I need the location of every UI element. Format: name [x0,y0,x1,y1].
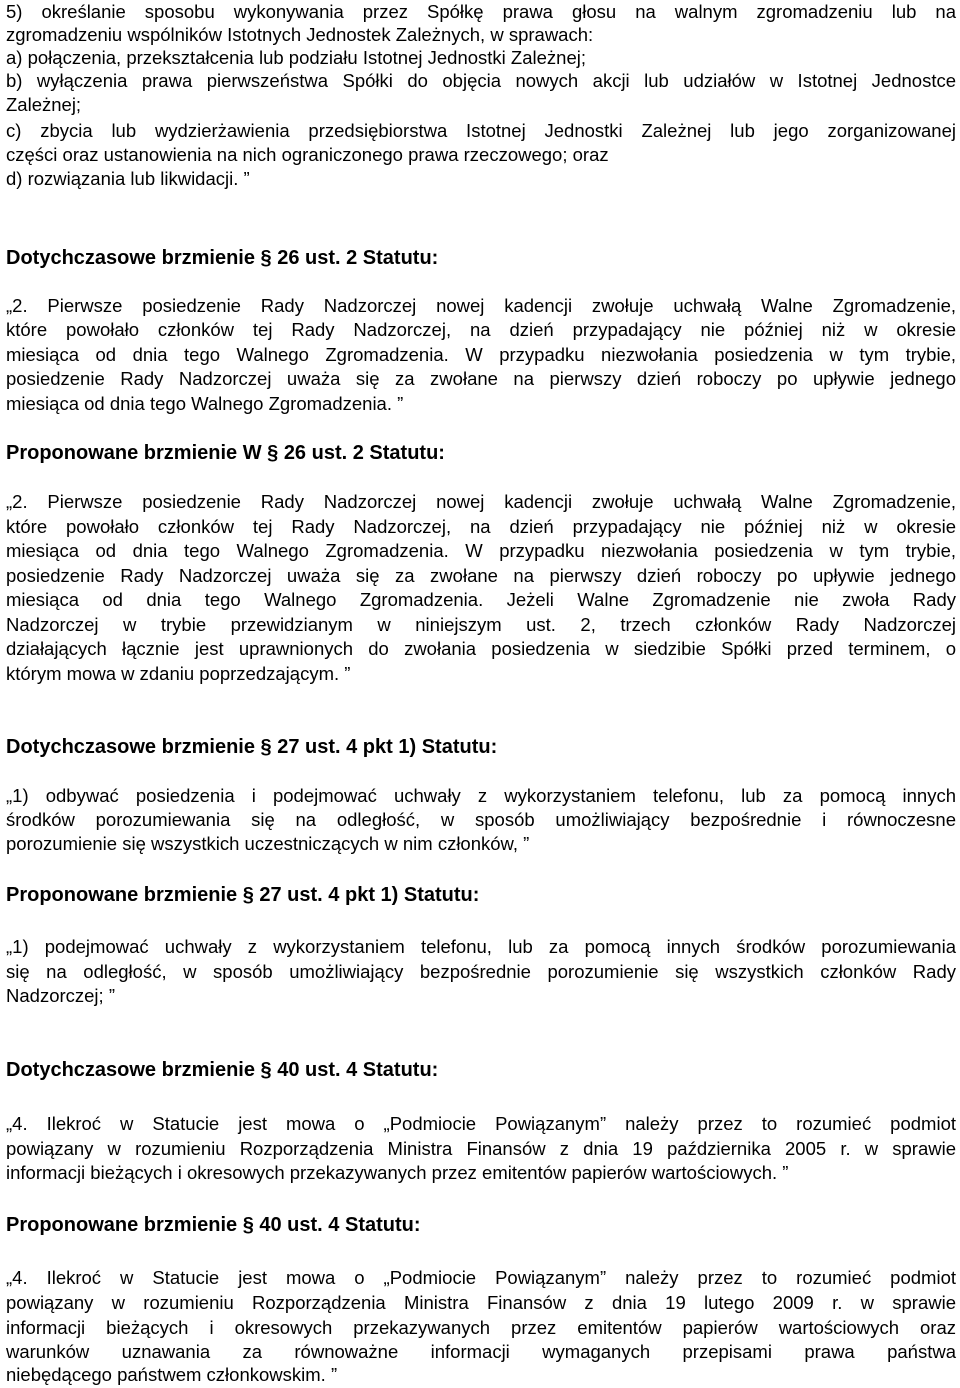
text-line: „1) odbywać posiedzenia i podejmować uchwały z wykorzystaniem telefonu, lub za pomocą innych [6,785,956,806]
section-heading: Dotychczasowe brzmienie § 40 ust. 4 Statutu: [6,1059,439,1081]
text-line: powiązany w rozumieniu Rozporządzenia Ministra Finansów z dnia 19 października 2005 r. w sprawie [6,1138,956,1159]
text-line: informacji bieżących i okresowych przekazywanych przez emitentów papierów wartościowych. ” [6,1162,789,1183]
text-line: miesiąca od dnia tego Walnego Zgromadzenia. W przypadku niezwołania posiedzenia w tym trybie, [6,344,956,365]
text-line: posiedzenie Rady Nadzorczej uważa się za zwołane na pierwszy dzień roboczy po upływie jednego [6,565,956,586]
text-line: powiązany w rozumieniu Rozporządzenia Ministra Finansów z dnia 19 lutego 2009 r. w sprawie [6,1292,956,1313]
text-line: miesiąca od dnia tego Walnego Zgromadzenia. ” [6,393,404,414]
text-line: Nadzorczej w trybie przewidzianym w niniejszym ust. 2, trzech członków Rady Nadzorczej [6,614,956,635]
text-line: warunków uznawania za równoważne informacji wymaganych przepisami prawa państwa [6,1341,956,1362]
text-line: Nadzorczej; ” [6,985,115,1006]
text-line: niebędącego państwem członkowskim. ” [6,1364,338,1385]
text-line: części oraz ustanowienia na nich ograniczonego prawa rzeczowego; oraz [6,144,609,165]
text-line: zgromadzeniu wspólników Istotnych Jednostek Zależnych, w sprawach: [6,24,594,45]
text-line: środków porozumiewania się na odległość, w sposób umożliwiający bezpośrednie i równoczesne [6,809,956,830]
text-line: „2. Pierwsze posiedzenie Rady Nadzorczej nowej kadencji zwołuje uchwałą Walne Zgromadzenie, [6,295,956,316]
text-line: „1) podejmować uchwały z wykorzystaniem telefonu, lub za pomocą innych środków porozumiewania [6,936,956,957]
text-line: porozumienie się wszystkich uczestniczących w nim członków, ” [6,833,530,854]
text-line: informacji bieżących i okresowych przekazywanych przez emitentów papierów wartościowych oraz [6,1317,956,1338]
text-line: „4. Ilekroć w Statucie jest mowa o „Podmiocie Powiązanym” należy przez to rozumieć podmiot [6,1267,956,1288]
text-line: się na odległość, w sposób umożliwiający bezpośrednie porozumienie się wszystkich członków Rady [6,961,956,982]
text-line: miesiąca od dnia tego Walnego Zgromadzenia. W przypadku niezwołania posiedzenia w tym trybie, [6,540,956,561]
text-line: a) połączenia, przekształcenia lub podziału Istotnej Jednostki Zależnej; [6,47,586,68]
text-line: d) rozwiązania lub likwidacji. ” [6,168,250,189]
text-line: c) zbycia lub wydzierżawienia przedsiębiorstwa Istotnej Jednostki Zależnej lub jego zorganizowanej [6,120,956,141]
text-line: „2. Pierwsze posiedzenie Rady Nadzorczej nowej kadencji zwołuje uchwałą Walne Zgromadzenie, [6,491,956,512]
text-line: posiedzenie Rady Nadzorczej uważa się za zwołane na pierwszy dzień roboczy po upływie jednego [6,368,956,389]
text-line: „4. Ilekroć w Statucie jest mowa o „Podmiocie Powiązanym” należy przez to rozumieć podmiot [6,1113,956,1134]
section-heading: Proponowane brzmienie W § 26 ust. 2 Statutu: [6,442,445,464]
text-line: które powołało członków tej Rady Nadzorczej, na dzień przypadający nie później niż w okresie [6,516,956,537]
text-line: które powołało członków tej Rady Nadzorczej, na dzień przypadający nie później niż w okresie [6,319,956,340]
text-line: Zależnej; [6,94,82,115]
text-line: działających łącznie jest uprawnionych do zwołania posiedzenia w siedzibie Spółki przed terminem, o [6,638,956,659]
section-heading: Dotychczasowe brzmienie § 27 ust. 4 pkt 1) Statutu: [6,736,498,758]
text-line: b) wyłączenia prawa pierwszeństwa Spółki do objęcia nowych akcji lub udziałów w Istotnej Jednostce [6,70,956,91]
section-heading: Dotychczasowe brzmienie § 26 ust. 2 Statutu: [6,247,439,269]
text-line: miesiąca od dnia tego Walnego Zgromadzenia. Jeżeli Walne Zgromadzenie nie zwoła Rady [6,589,956,610]
section-heading: Proponowane brzmienie § 27 ust. 4 pkt 1) Statutu: [6,884,480,906]
section-heading: Proponowane brzmienie § 40 ust. 4 Statutu: [6,1214,421,1236]
text-line: którym mowa w zdaniu poprzedzającym. ” [6,663,351,684]
text-line: 5) określanie sposobu wykonywania przez Spółkę prawa głosu na walnym zgromadzeniu lub na [6,1,956,22]
